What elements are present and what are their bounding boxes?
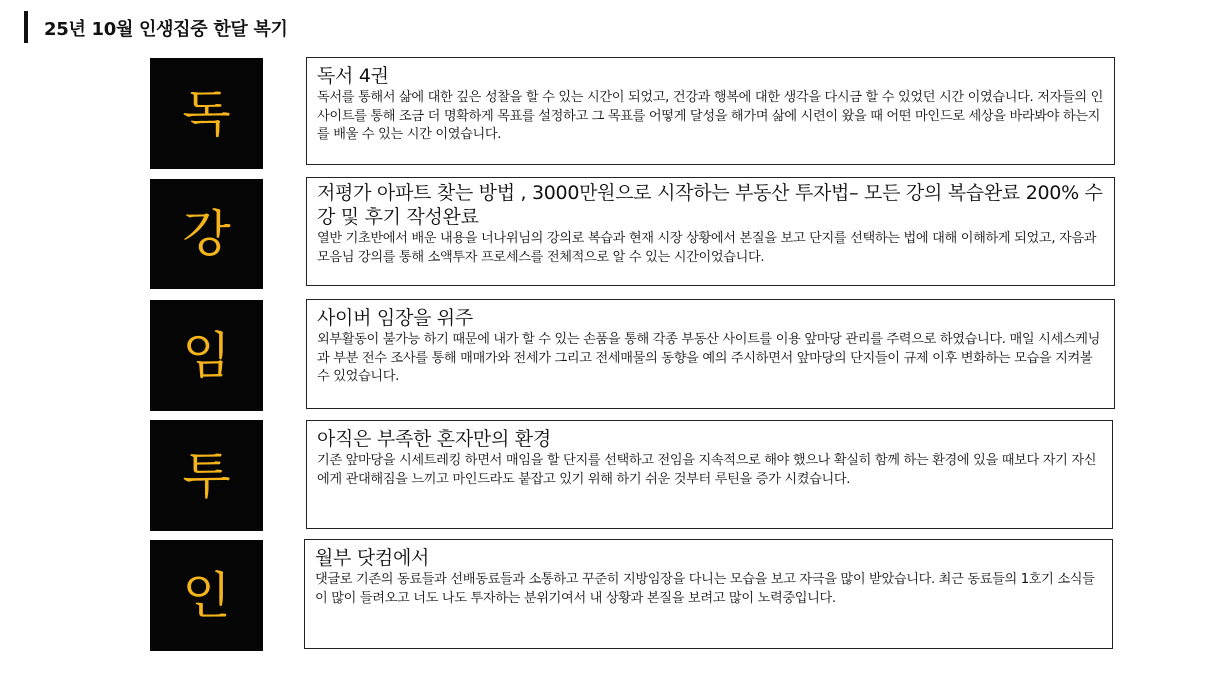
tile-letter-in [150, 540, 263, 651]
title-accent-bar [24, 11, 28, 43]
section-box-imjang [306, 299, 1115, 409]
section-title: 월부 닷컴에서 [315, 547, 430, 569]
section-body: 독서를 통해서 삶에 대한 깊은 성찰을 할 수 있는 시간이 되었고, 건강과 행복에 대한 생각을 다시금 할 수 있었던 시간 이였습니다. 저자들의 인사이트를 통해 조금 더 명확하게 목표를 설정하고 그 목표를 어떻게 달성을 해가며 삶에 시련이 왔을 때 어떤 마인드로 세상을 바라봐야 하는지를 배울 수 있는 시간 이였습니다. [317, 90, 1103, 143]
section-body: 기존 앞마당을 시세트레킹 하면서 매임을 할 단지를 선택하고 전임을 지속적으로 해야 했으나 확실히 함께 하는 환경에 있을 때보다 자기 자신에게 관대해짐을 느끼고 마인드라도 붙잡고 있기 위해 하기 쉬운 것부터 루틴을 증가 시켰습니다. [317, 453, 1097, 487]
section-body: 외부활동이 불가능 하기 때문에 내가 할 수 있는 손품을 통해 각종 부동산 사이트를 이용 앞마당 관리를 주력으로 하였습니다. 매일 시세스케닝과 부분 전수 조사를 통해 매매가와 전세가 그리고 전세매물의 동향을 예의 주시하면서 앞마당의 단지들이 규제 이후 변화하는 모습을 지켜볼 수 있었습니다. [317, 332, 1101, 385]
tile-letter-im [150, 300, 263, 411]
section-title: 독서 4권 [317, 65, 389, 87]
section-title: 아직은 부족한 혼자만의 환경 [317, 428, 551, 450]
tile-letter-gang [150, 179, 263, 289]
section-box-reading [306, 57, 1115, 165]
tile-letter-tu [150, 420, 263, 531]
section-box-investment [306, 420, 1113, 529]
section-title: 사이버 임장을 위주 [317, 307, 473, 329]
page-title: 25년 10월 인생집중 한달 복기 [44, 19, 288, 40]
tile-letter: 강 [182, 205, 231, 263]
tile-letter: 임 [182, 326, 231, 385]
section-box-community [304, 539, 1113, 649]
tile-letter: 인 [182, 566, 231, 625]
tile-letter-dok [150, 58, 263, 169]
tile-letter: 독 [182, 84, 231, 143]
section-body: 열반 기초반에서 배운 내용을 너나위님의 강의로 복습과 현재 시장 상황에서 본질을 보고 단지를 선택하는 법에 대해 이해하게 되었고, 자음과모음님 강의를 통해 소액투자 프로세스를 전체적으로 알 수 있는 시간이었습니다. [317, 231, 1097, 265]
section-title: 저평가 아파트 찾는 방법 , 3000만원으로 시작하는 부동산 투자법– 모든 강의 복습완료 200% 수강 및 후기 작성완료 [317, 182, 1103, 228]
tile-letter: 투 [182, 446, 231, 505]
section-box-lecture [306, 177, 1115, 286]
section-body: 댓글로 기존의 동료들과 선배동료들과 소통하고 꾸준히 지방임장을 다니는 모습을 보고 자극을 많이 받았습니다. 최근 동료들의 1호기 소식들이 많이 들려오고 너도 나도 투자하는 분위기여서 내 상황과 본질을 보려고 많이 노력중입니다. [315, 572, 1095, 606]
